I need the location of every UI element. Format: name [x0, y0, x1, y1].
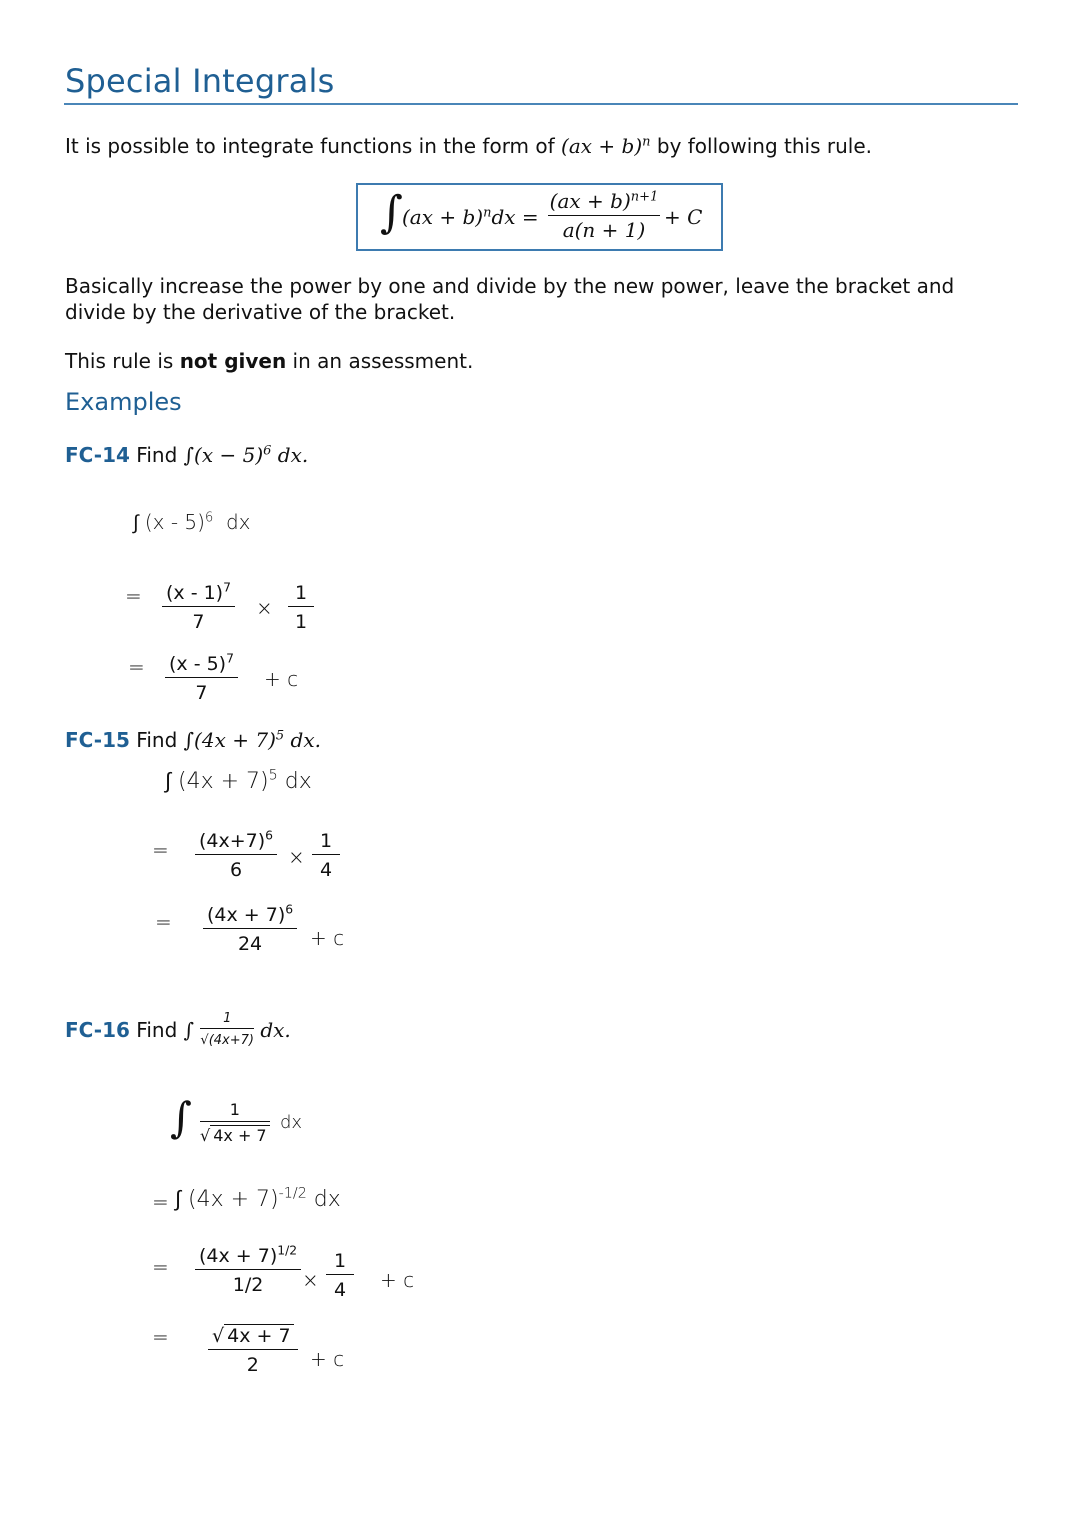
integral-sign: ∫	[380, 187, 403, 238]
assessment-note: This rule is not given in an assessment.	[65, 349, 474, 373]
rule-lhs: (ax + b)$^n$dx =	[402, 205, 539, 229]
page-title: Special Integrals	[65, 62, 335, 100]
explanation-paragraph: Basically increase the power by one and divide by the new power, leave the bracket and divide by the derivative of the bracket.	[65, 274, 955, 324]
intro-expression: (ax + b)$^n$	[561, 134, 651, 158]
note-bold: not given	[179, 349, 287, 373]
rule-formula-box	[356, 183, 723, 251]
rule-fraction: $\frac{(ax + b)^{n+1}}{a(n + 1)}$	[549, 189, 659, 242]
intro-paragraph	[65, 133, 872, 159]
example-fc16-question: FC-16 Find ∫ $\frac{1}{√(4x+7)}$ dx.	[65, 1011, 291, 1048]
intro-suffix: by following this rule.	[650, 134, 872, 158]
example-fc15-question: FC-15 Find $\int(4x + 7)^5$ dx.	[65, 728, 321, 752]
intro-text: It is possible to integrate functions in the form of	[65, 134, 562, 158]
example-fc14-question: FC-14 Find $\int(x - 5)^6$ dx.	[65, 443, 309, 467]
rule-constant: + C	[664, 205, 703, 229]
title-divider	[64, 103, 1018, 105]
section-title-examples: Examples	[65, 388, 182, 416]
